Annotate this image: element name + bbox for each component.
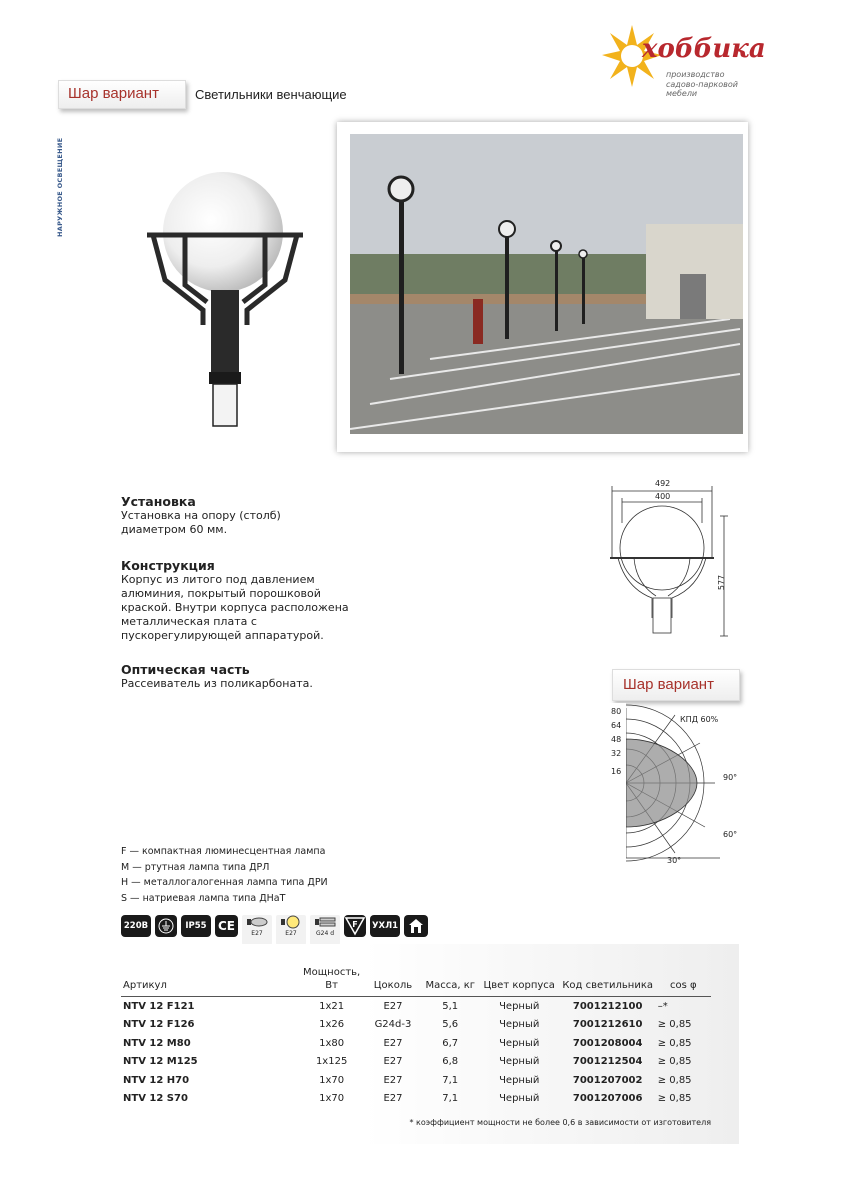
- table-cell: NTV 12 M125: [123, 1056, 198, 1068]
- ring-label-80: 80: [611, 707, 622, 716]
- table-cell: E27: [383, 1037, 403, 1049]
- legend-item: S — натриевая лампа типа ДНаТ: [121, 892, 286, 904]
- climate-icon: УХЛ1: [370, 915, 400, 937]
- table-cell: 7,1: [442, 1074, 459, 1086]
- ring-label-16: 16: [611, 767, 622, 776]
- construct-text: Корпус из литого под давлением алюминия, покрытый порошковой краской. Внутри корпуса расположена металлическая плата с пускорегулирующей аппаратурой.: [121, 573, 349, 642]
- product-photo: [337, 122, 748, 452]
- table-cell: 7001212610: [572, 1019, 643, 1031]
- polar-diagram-svg: [605, 703, 745, 868]
- table-row: [121, 1090, 711, 1109]
- table-cell: NTV 12 H70: [123, 1074, 190, 1086]
- optic-text: Рассеиватель из поликарбоната.: [121, 677, 313, 690]
- table-cell: ≥ 0,85: [657, 1056, 692, 1068]
- table-cell: E27: [383, 1074, 403, 1086]
- angle-90: 90°: [723, 773, 738, 782]
- voltage-icon: 220В: [121, 915, 151, 937]
- col-mass: Масса, кг: [422, 966, 479, 997]
- table-cell: E27: [383, 1056, 403, 1068]
- product-tag-label: Шар вариант: [68, 85, 159, 102]
- table-cell: E27: [383, 1093, 403, 1105]
- table-cell: G24d-3: [374, 1019, 412, 1031]
- col-color: Цвет корпуса: [479, 966, 560, 997]
- dim-inner: 400: [655, 492, 671, 501]
- dimension-drawing: [600, 478, 740, 648]
- brand-logo: [600, 18, 770, 103]
- ce-icon: CE: [215, 915, 238, 937]
- table-cell: 6,7: [442, 1037, 459, 1049]
- table-footnote: * коэффициент мощности не более 0,6 в зависимости от изготовителя: [409, 1118, 711, 1127]
- table-cell: NTV 12 S70: [123, 1093, 188, 1105]
- product-tag: [58, 80, 186, 109]
- lamp-e27-bulb-label: E27: [285, 930, 297, 937]
- polar-tag-label: Шар вариант: [623, 676, 714, 693]
- side-label-text: НАРУЖНОЕ ОСВЕЩЕНИЕ: [56, 137, 64, 237]
- table-cell: 7001212100: [572, 1000, 643, 1012]
- col-power: Мощность, Вт: [299, 966, 364, 997]
- table-cell: 5,6: [442, 1019, 459, 1031]
- lamp-g24d-label: G24 d: [316, 930, 335, 937]
- polar-kpd: КПД 60%: [680, 715, 719, 724]
- legend-item: H — металлогалогенная лампа типа ДРИ: [121, 877, 328, 888]
- ring-label-32: 32: [611, 749, 622, 758]
- side-label: [50, 130, 62, 240]
- table-cell: 1x70: [319, 1074, 345, 1086]
- table-cell: ≥ 0,85: [657, 1074, 692, 1086]
- install-text: Установка на опору (столб) диаметром 60 мм.: [121, 509, 281, 536]
- angle-60: 60°: [723, 830, 738, 839]
- brand-name: хоббика: [642, 34, 766, 64]
- table-cell: 6,8: [442, 1056, 459, 1068]
- table-cell: 5,1: [442, 1000, 459, 1012]
- spec-icons: [121, 915, 428, 945]
- col-code: Код светильника: [560, 966, 656, 997]
- table-cell: NTV 12 F121: [123, 1000, 195, 1012]
- table-cell: Черный: [499, 1037, 540, 1049]
- optic-title: Оптическая часть: [121, 662, 250, 677]
- parking-lot-photo: [350, 134, 743, 434]
- dimension-drawing-svg: [600, 478, 740, 648]
- table-cell: E27: [383, 1000, 403, 1012]
- table-cell: Черный: [499, 1000, 540, 1012]
- table-cell: Черный: [499, 1093, 540, 1105]
- table-cell: ≥ 0,85: [657, 1019, 692, 1031]
- table-row: [121, 1016, 711, 1035]
- table-cell: 7001212504: [572, 1056, 643, 1068]
- house-icon: [404, 915, 428, 937]
- col-article: Артикул: [121, 966, 299, 997]
- table-row: [121, 1071, 711, 1090]
- table-header-row: [121, 966, 711, 997]
- lamp-legend: [121, 844, 328, 906]
- polar-diagram: [605, 703, 745, 868]
- table-cell: ≥ 0,85: [657, 1093, 692, 1105]
- table-cell: 7001207006: [572, 1093, 643, 1105]
- polar-tag: [612, 669, 740, 701]
- table-cell: NTV 12 F126: [123, 1019, 195, 1031]
- ring-label-64: 64: [611, 721, 622, 730]
- lamp-e27-bulb-icon: [276, 915, 306, 945]
- table-cell: 7,1: [442, 1093, 459, 1105]
- table-cell: Черный: [499, 1056, 540, 1068]
- table-cell: 1x125: [315, 1056, 348, 1068]
- spec-table: [121, 966, 711, 1108]
- table-body: [121, 997, 711, 1109]
- table-row: [121, 1053, 711, 1072]
- ring-label-48: 48: [611, 735, 622, 744]
- page-subtitle: Светильники венчающие: [195, 87, 347, 102]
- ip55-icon: IP55: [181, 915, 211, 937]
- table-row: [121, 997, 711, 1016]
- construct-title: Конструкция: [121, 558, 215, 573]
- legend-item: M — ртутная лампа типа ДРЛ: [121, 861, 270, 873]
- table-cell: 7001207002: [572, 1074, 643, 1086]
- table-row: [121, 1034, 711, 1053]
- f-mark-label: F: [352, 919, 358, 929]
- f-mark-icon: [344, 915, 366, 937]
- table-cell: ≥ 0,85: [657, 1037, 692, 1049]
- lamp-g24d-icon: [310, 915, 340, 945]
- dim-height: 577: [717, 574, 727, 591]
- brand-line2: садово-парковой мебели: [666, 80, 738, 98]
- table-cell: 1x21: [319, 1000, 345, 1012]
- table-cell: 7001208004: [572, 1037, 643, 1049]
- ground-icon: [155, 915, 177, 937]
- luminaire-illustration: [135, 160, 305, 430]
- dim-outer: 492: [655, 479, 671, 488]
- table-cell: 1x70: [319, 1093, 345, 1105]
- lamp-e27-label: E27: [251, 930, 263, 937]
- legend-item: F — компактная люминесцентная лампа: [121, 846, 326, 857]
- table-cell: 1x26: [319, 1019, 345, 1031]
- install-title: Установка: [121, 494, 196, 509]
- col-cos: cos φ: [656, 966, 711, 997]
- angle-30: 30°: [667, 856, 682, 865]
- table-cell: –*: [657, 1000, 668, 1012]
- table-cell: Черный: [499, 1074, 540, 1086]
- table-cell: 1x80: [319, 1037, 345, 1049]
- lamp-e27-icon: [242, 915, 272, 945]
- brand-line1: производство: [666, 70, 725, 79]
- col-socket: Цоколь: [364, 966, 421, 997]
- table-cell: NTV 12 M80: [123, 1037, 191, 1049]
- table-cell: Черный: [499, 1019, 540, 1031]
